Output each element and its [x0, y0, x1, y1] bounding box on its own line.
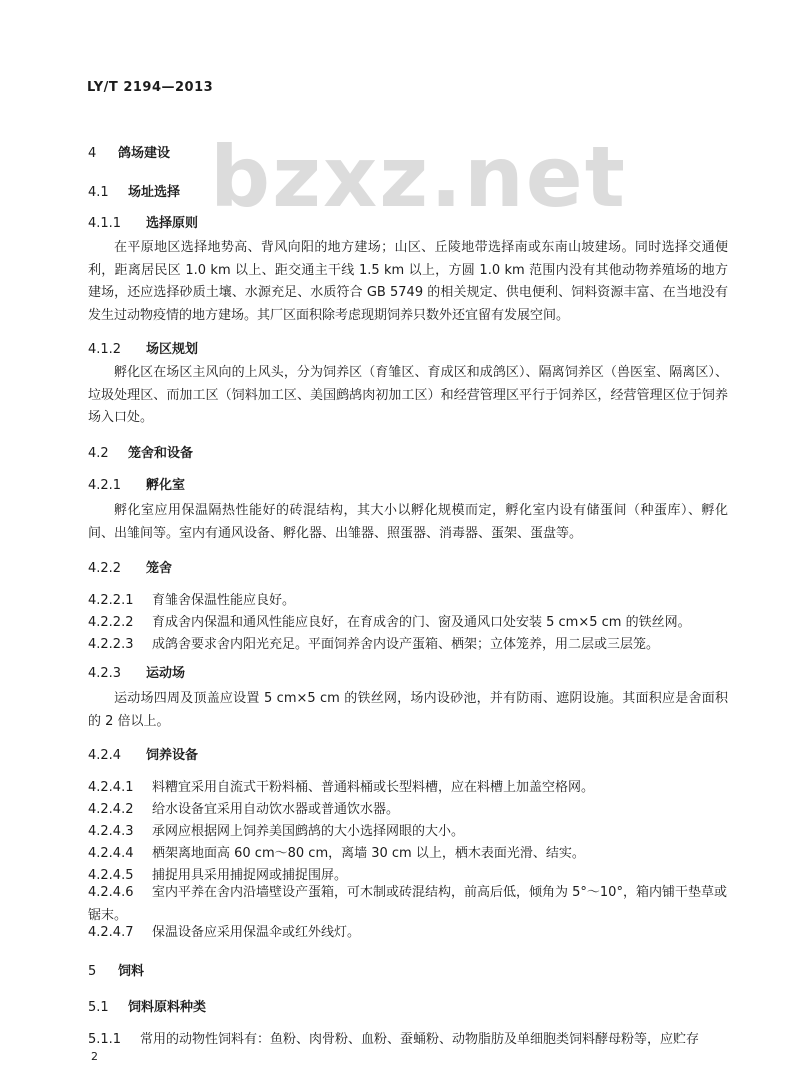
- section-4-2-1-text: 孵化室应用保温隔热性能好的砖混结构，其大小以孵化规模而定，孵化室内设有储蛋间（种蛋库）、孵化间、出雏间等。室内有通风设备、孵化器、出雏器、照蛋器、消毒器、蛋架、蛋盘等。: [88, 503, 728, 541]
- section-title: 选择原则: [146, 216, 199, 231]
- list-item: [88, 1028, 699, 1047]
- item-text: 常用的动物性饲料有：鱼粉、肉骨粉、血粉、蚕蛹粉、动物脂肪及单细胞类饲料酵母粉等，应贮存: [140, 1032, 700, 1047]
- item-number: 4.2.4.6: [88, 885, 134, 900]
- item-number: 4.2.2.3: [88, 637, 134, 652]
- list-item: [88, 842, 585, 861]
- section-number: 5: [88, 964, 97, 979]
- section-title: 场区规划: [146, 342, 199, 357]
- section-title: 场址选择: [128, 185, 181, 200]
- section-title: 笼舍和设备: [128, 446, 194, 461]
- list-item: [88, 611, 691, 630]
- watermark: bzxz.net: [210, 128, 627, 226]
- section-4-2-heading: [88, 442, 193, 461]
- section-title: 饲料: [118, 964, 145, 979]
- section-number: 4.2.1: [88, 478, 122, 493]
- item-text: 成鸽舍要求舍内阳光充足。平面饲养舍内设产蛋箱、栖架；立体笼养，用二层或三层笼。: [152, 637, 660, 652]
- list-item: [88, 776, 594, 795]
- item-text: 保温设备应采用保温伞或红外线灯。: [152, 925, 361, 940]
- section-title: 孵化室: [146, 478, 186, 493]
- list-item: [88, 798, 399, 817]
- section-4-1-2-text: 孵化区在场区主风向的上风头，分为饲养区（育雏区、育成区和成鸽区）、隔离饲养区（兽医室、隔离区）、垃圾处理区、而加工区（饲料加工区、美国鹧鸪肉初加工区）和经营管理区平行于饲养区，经营管理区位于饲养场入口处。: [88, 365, 728, 425]
- section-number: 4.2.4: [88, 748, 122, 763]
- item-number: 4.2.4.4: [88, 846, 134, 861]
- list-item: [88, 633, 659, 652]
- item-text: 给水设备宜采用自动饮水器或普通饮水器。: [152, 802, 400, 817]
- section-title: 运动场: [146, 666, 186, 681]
- section-4-2-4-heading: [88, 744, 198, 763]
- page-number: 2: [91, 1050, 98, 1063]
- list-item: [88, 864, 347, 883]
- item-text: 栖架离地面高 60 cm～80 cm，离墙 30 cm 以上，栖木表面光滑、结实。: [152, 846, 585, 861]
- section-4-2-2-heading: [88, 557, 172, 576]
- section-5-1-heading: [88, 996, 206, 1015]
- section-number: 4.1.1: [88, 216, 122, 231]
- list-item: [88, 921, 360, 940]
- item-number: 4.2.4.7: [88, 925, 134, 940]
- item-number: 5.1.1: [88, 1032, 122, 1047]
- section-4-2-1-heading: [88, 474, 185, 493]
- section-4-1-1-text: 在平原地区选择地势高、背风向阳的地方建场；山区、丘陵地带选择南或东南山坡建场。同时选择交通便利，距离居民区 1.0 km 以上、距交通主干线 1.5 km 以上，方圆 1.0 km 范围内没有其他动物养殖场的地方建场，还应选择砂质土壤、水源充足、水质符合 GB 5749 的相关规定、供电便利、饲料资源丰富、在当地没有发生过动物疫情的地方建场。其厂区面积除考虑现期饲养只数外还宜留有发展空间。: [88, 240, 728, 323]
- section-4-2-3-text: 运动场四周及顶盖应设置 5 cm×5 cm 的铁丝网，场内设砂池，并有防雨、遮阴设施。其面积应是舍面积的 2 倍以上。: [88, 691, 728, 729]
- item-number: 4.2.4.1: [88, 780, 134, 795]
- section-number: 4.2.3: [88, 666, 122, 681]
- section-4-1-1-heading: [88, 212, 198, 231]
- section-title: 饲料原料种类: [128, 1000, 207, 1015]
- item-text: 捕捉用具采用捕捉网或捕捉围屏。: [152, 868, 348, 883]
- section-number: 4.2: [88, 446, 109, 461]
- section-title: 饲养设备: [146, 748, 199, 763]
- section-4-1-heading: [88, 181, 180, 200]
- section-number: 4.1.2: [88, 342, 122, 357]
- section-4-heading: [88, 142, 170, 161]
- item-text: 室内平养在舍内沿墙壁设产蛋箱，可木制或砖混结构，前高后低，倾角为 5°～10°，箱内铺干垫草或锯末。: [88, 885, 727, 923]
- item-text: 承网应根据网上饲养美国鹧鸪的大小选择网眼的大小。: [152, 824, 465, 839]
- list-item: [88, 820, 464, 839]
- section-number: 5.1: [88, 1000, 109, 1015]
- section-number: 4: [88, 146, 97, 161]
- item-number: 4.2.4.3: [88, 824, 134, 839]
- section-number: 4.2.2: [88, 561, 122, 576]
- section-5-heading: [88, 960, 144, 979]
- section-number: 4.1: [88, 185, 109, 200]
- item-text: 料糟宜采用自流式干粉料桶、普通料桶或长型料槽，应在料槽上加盖空格网。: [152, 780, 595, 795]
- item-number: 4.2.4.5: [88, 868, 134, 883]
- section-4-2-3-heading: [88, 662, 185, 681]
- section-4-1-2-heading: [88, 338, 198, 357]
- item-text: 育雏舍保温性能应良好。: [152, 593, 296, 608]
- section-title: 鸽场建设: [118, 146, 171, 161]
- item-number: 4.2.2.2: [88, 615, 134, 630]
- section-title: 笼舍: [146, 561, 173, 576]
- list-item: [88, 589, 295, 608]
- item-text: 育成舍内保温和通风性能应良好，在育成舍的门、窗及通风口处安装 5 cm×5 cm 的铁丝网。: [152, 615, 691, 630]
- item-number: 4.2.4.2: [88, 802, 134, 817]
- standard-code: LY/T 2194—2013: [87, 80, 214, 95]
- item-number: 4.2.2.1: [88, 593, 134, 608]
